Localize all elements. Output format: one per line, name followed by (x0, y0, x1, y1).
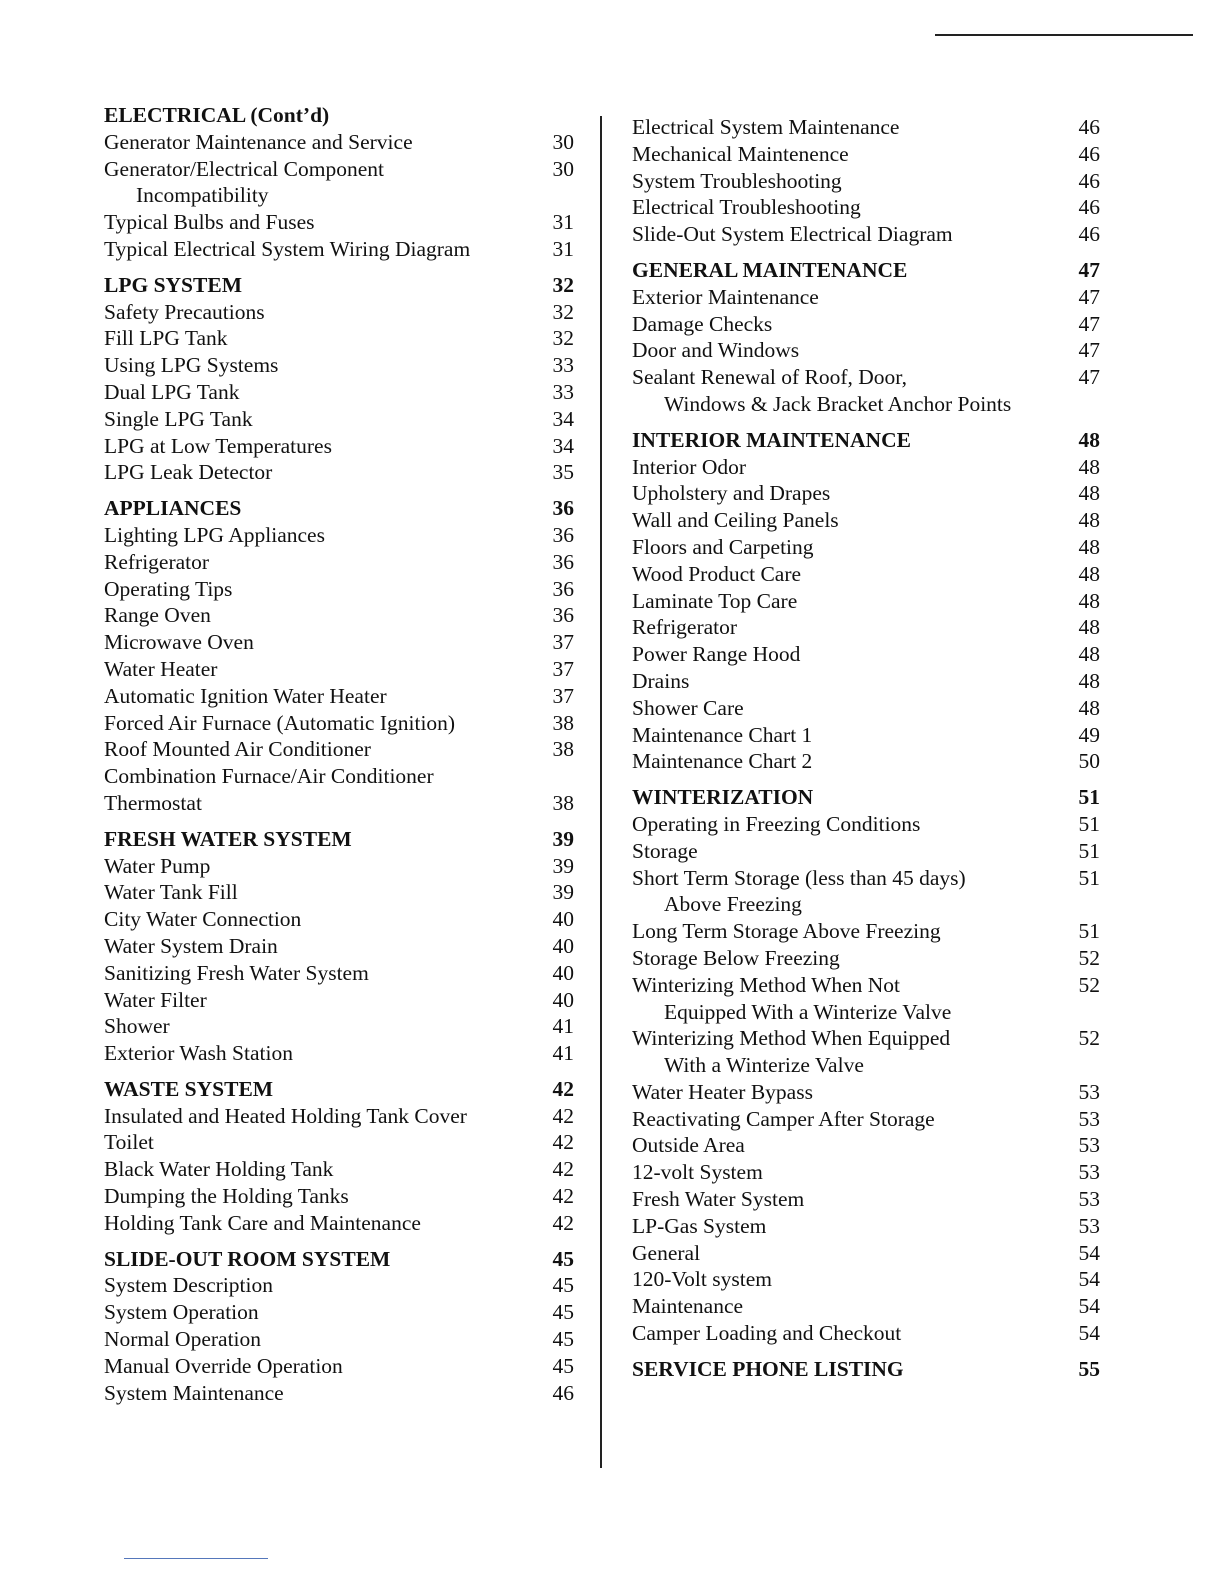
toc-entry (104, 522, 574, 549)
section-heading-title: SLIDE-OUT ROOM SYSTEM (104, 1246, 391, 1271)
section-heading-title: SERVICE PHONE LISTING (632, 1356, 904, 1381)
toc-entry-page: 42 (552, 1210, 574, 1235)
toc-entry (632, 221, 1100, 248)
top-rule (935, 34, 1193, 36)
toc-entry-page: 48 (1078, 668, 1100, 693)
toc-entry (104, 236, 574, 263)
toc-entry (632, 1240, 1100, 1267)
toc-entry-page: 53 (1078, 1079, 1100, 1104)
toc-entry-page: 32 (552, 326, 574, 351)
toc-entry-title: Maintenance Chart 2 (632, 749, 813, 774)
toc-entry (104, 790, 574, 817)
toc-entry (632, 588, 1100, 615)
toc-entry-page: 36 (552, 549, 574, 574)
toc-entry-title: Storage (632, 838, 698, 863)
toc-left-column (104, 102, 574, 1415)
toc-entry (104, 1103, 574, 1130)
toc-entry-page: 46 (1078, 115, 1100, 139)
toc-entry-title: Roof Mounted Air Conditioner (104, 737, 371, 762)
toc-entry-title: Operating in Freezing Conditions (632, 811, 921, 836)
toc-entry-page: 46 (1078, 195, 1100, 220)
toc-entry-page: 36 (552, 576, 574, 601)
toc-entry (104, 379, 574, 406)
toc-entry-page: 41 (552, 1014, 574, 1039)
section-heading-title: LPG SYSTEM (104, 272, 242, 297)
toc-entry-page: 53 (1078, 1160, 1100, 1185)
toc-entry (632, 454, 1100, 481)
toc-entry-title: Insulated and Heated Holding Tank Cover (104, 1103, 467, 1128)
toc-entry-title: Dual LPG Tank (104, 379, 240, 404)
section-heading-page: 51 (1078, 785, 1100, 810)
section-heading-title: FRESH WATER SYSTEM (104, 826, 352, 851)
toc-entry-page: 50 (1078, 749, 1100, 774)
toc-entry (632, 614, 1100, 641)
toc-section-service-phone-listing (632, 1356, 1100, 1383)
toc-entry (632, 194, 1100, 221)
toc-entry (632, 668, 1100, 695)
toc-entry-title: Typical Bulbs and Fuses (104, 210, 315, 235)
toc-entry-title: Outside Area (632, 1133, 745, 1158)
toc-entry-page: 48 (1078, 481, 1100, 506)
toc-entry-page: 54 (1078, 1267, 1100, 1292)
toc-right-column (632, 114, 1100, 1392)
toc-entry (104, 1326, 574, 1353)
toc-entry-page: 52 (1078, 972, 1100, 997)
toc-entry (104, 299, 574, 326)
toc-entry (104, 1013, 574, 1040)
section-heading-title: ELECTRICAL (Cont’d) (104, 103, 330, 127)
toc-entry (632, 1106, 1100, 1133)
toc-entry-title: Damage Checks (632, 311, 773, 336)
toc-entry-title: Winterizing Method When Equipped (632, 1026, 951, 1051)
toc-entry-title: Microwave Oven (104, 630, 254, 655)
toc-entry (104, 1129, 574, 1156)
toc-entry (632, 534, 1100, 561)
toc-entry-page: 47 (1078, 311, 1100, 336)
column-divider (600, 116, 602, 1468)
bottom-rule (124, 1558, 268, 1559)
toc-entry-page: 34 (552, 433, 574, 458)
toc-entry-title: Manual Override Operation (104, 1353, 343, 1378)
toc-entry-title: Lighting LPG Appliances (104, 522, 325, 547)
toc-entry-page: 40 (552, 987, 574, 1012)
toc-entry (104, 710, 574, 737)
toc-entry (104, 433, 574, 460)
section-heading-title: APPLIANCES (104, 496, 242, 521)
toc-entry-page: 45 (552, 1353, 574, 1378)
section-heading (632, 427, 1100, 454)
toc-entry-title: Shower (104, 1014, 170, 1039)
toc-entry-title: Water System Drain (104, 933, 278, 958)
toc-entry (104, 763, 574, 790)
toc-entry (104, 1183, 574, 1210)
toc-entry-title: Wall and Ceiling Panels (632, 508, 839, 533)
toc-section-waste-system (104, 1076, 574, 1237)
toc-entry-page: 34 (552, 406, 574, 431)
section-heading (104, 102, 574, 129)
toc-entry (104, 736, 574, 763)
toc-entry (632, 168, 1100, 195)
toc-entry-title: Wood Product Care (632, 561, 802, 586)
section-heading-page: 47 (1078, 257, 1100, 282)
toc-entry-page: 45 (552, 1300, 574, 1325)
toc-entry-page: 48 (1078, 508, 1100, 533)
toc-entry-title: Single LPG Tank (104, 406, 253, 431)
toc-entry-title: Winterizing Method When Not (632, 972, 901, 997)
toc-entry-title: System Operation (104, 1300, 259, 1325)
toc-entry (104, 1299, 574, 1326)
toc-entry (104, 602, 574, 629)
toc-entry-title: Toilet (104, 1130, 154, 1155)
section-heading-title: INTERIOR MAINTENANCE (632, 427, 911, 452)
toc-entry (632, 695, 1100, 722)
toc-entry (104, 656, 574, 683)
toc-entry (104, 683, 574, 710)
toc-entry-title: System Maintenance (104, 1380, 284, 1405)
toc-entry (104, 1040, 574, 1067)
toc-entry-page: 42 (552, 1130, 574, 1155)
toc-entry-page: 38 (552, 737, 574, 762)
toc-entry-page: 49 (1078, 722, 1100, 747)
toc-entry-title: Electrical Troubleshooting (632, 195, 861, 220)
toc-entry-title: Door and Windows (632, 338, 800, 363)
toc-entry-page: 31 (552, 236, 574, 261)
toc-entry-title: Water Pump (104, 853, 211, 878)
toc-entry (632, 972, 1100, 1026)
toc-entry-page: 42 (552, 1184, 574, 1209)
toc-entry (104, 1353, 574, 1380)
section-heading (632, 1356, 1100, 1383)
toc-section-slide-out-room-system (104, 1246, 574, 1407)
toc-entry-page: 54 (1078, 1321, 1100, 1346)
toc-entry-page: 52 (1078, 1026, 1100, 1051)
toc-entry-title: Refrigerator (632, 615, 738, 640)
toc-entry-page: 52 (1078, 945, 1100, 970)
toc-entry-title: Operating Tips (104, 576, 233, 601)
toc-entry-page: 54 (1078, 1240, 1100, 1265)
toc-entry-page: 51 (1078, 919, 1100, 944)
toc-entry-title: Dumping the Holding Tanks (104, 1184, 349, 1209)
toc-entry-page: 37 (552, 630, 574, 655)
toc-entry (632, 865, 1100, 919)
toc-entry (104, 576, 574, 603)
toc-entry-title: Laminate Top Care (632, 588, 798, 613)
section-heading (104, 826, 574, 853)
section-heading-page: 55 (1078, 1356, 1100, 1381)
toc-entry-page: 41 (552, 1041, 574, 1066)
toc-entry-page: 53 (1078, 1187, 1100, 1212)
toc-entry-title: Water Heater (104, 656, 218, 681)
toc-entry-page: 54 (1078, 1294, 1100, 1319)
toc-entry-page: 36 (552, 522, 574, 547)
toc-entry (104, 549, 574, 576)
toc-entry (632, 641, 1100, 668)
toc-entry (104, 406, 574, 433)
toc-entry-title: Water Heater Bypass (632, 1079, 813, 1104)
toc-entry-title: Water Tank Fill (104, 880, 238, 905)
toc-entry-title: Slide-Out System Electrical Diagram (632, 222, 953, 247)
toc-entry (632, 480, 1100, 507)
toc-entry (104, 459, 574, 486)
toc-entry-title-continued: Windows & Jack Bracket Anchor Points (664, 391, 1012, 416)
toc-entry (632, 114, 1100, 141)
toc-entry-title: LPG at Low Temperatures (104, 433, 332, 458)
toc-entry-page: 51 (1078, 865, 1100, 890)
toc-entry (104, 1156, 574, 1183)
toc-entry-page: 48 (1078, 695, 1100, 720)
toc-entry-page: 46 (552, 1380, 574, 1405)
toc-entry-title: Range Oven (104, 603, 211, 628)
section-heading-page: 36 (552, 496, 574, 521)
toc-entry-title: Safety Precautions (104, 299, 265, 324)
toc-entry (104, 1380, 574, 1407)
toc-entry (104, 1210, 574, 1237)
toc-entry (632, 1079, 1100, 1106)
toc-entry-page: 38 (552, 710, 574, 735)
toc-entry-title-continued: Incompatibility (136, 183, 269, 208)
toc-entry-title: Floors and Carpeting (632, 534, 814, 559)
toc-entry-page: 46 (1078, 222, 1100, 247)
toc-section-lpg-system (104, 272, 574, 486)
toc-entry (104, 325, 574, 352)
toc-entry (632, 945, 1100, 972)
toc-entry (104, 960, 574, 987)
toc-entry (632, 1186, 1100, 1213)
toc-entry-title: System Troubleshooting (632, 168, 842, 193)
toc-entry-title: LP-Gas System (632, 1213, 767, 1238)
toc-section-appliances (104, 495, 574, 817)
toc-entry (632, 507, 1100, 534)
toc-entry-page: 31 (552, 210, 574, 235)
toc-entry (104, 1272, 574, 1299)
toc-entry-page: 46 (1078, 168, 1100, 193)
toc-entry-page: 53 (1078, 1106, 1100, 1131)
section-heading-page: 39 (552, 826, 574, 851)
toc-entry (104, 987, 574, 1014)
toc-entry (104, 629, 574, 656)
toc-entry-title-continued: Above Freezing (664, 892, 802, 917)
toc-entry-page: 40 (552, 907, 574, 932)
section-heading (104, 272, 574, 299)
toc-entry-page: 48 (1078, 642, 1100, 667)
toc-section-general-maintenance (632, 257, 1100, 418)
toc-entry-page: 40 (552, 933, 574, 958)
toc-entry-title: Maintenance Chart 1 (632, 722, 813, 747)
toc-entry-title: Mechanical Maintenence (632, 141, 849, 166)
toc-entry-title: Holding Tank Care and Maintenance (104, 1210, 421, 1235)
toc-entry (104, 129, 574, 156)
toc-entry-page: 45 (552, 1273, 574, 1298)
toc-entry (632, 811, 1100, 838)
toc-section-electrical-cont-d (104, 102, 574, 263)
toc-entry-page: 48 (1078, 588, 1100, 613)
toc-entry-page: 47 (1078, 338, 1100, 363)
toc-entry-title: Upholstery and Drapes (632, 481, 831, 506)
toc-entry (632, 1213, 1100, 1240)
toc-entry-title: LPG Leak Detector (104, 460, 273, 485)
toc-entry-title: Combination Furnace/Air Conditioner (104, 764, 434, 789)
toc-entry-page: 33 (552, 379, 574, 404)
toc-entry-title: Electrical System Maintenance (632, 115, 900, 139)
toc-entry-title: Sanitizing Fresh Water System (104, 960, 369, 985)
toc-entry-title: Water Filter (104, 987, 207, 1012)
section-heading-page: 48 (1078, 427, 1100, 452)
toc-entry-page: 48 (1078, 615, 1100, 640)
toc-entry-title: Fill LPG Tank (104, 326, 228, 351)
toc-entry (632, 284, 1100, 311)
toc-entry-page: 51 (1078, 811, 1100, 836)
toc-entry-page: 35 (552, 460, 574, 485)
toc-entry-title: Interior Odor (632, 454, 747, 479)
toc-entry-title: Drains (632, 668, 690, 693)
toc-entry (632, 838, 1100, 865)
toc-entry (632, 364, 1100, 418)
section-heading-title: GENERAL MAINTENANCE (632, 257, 908, 282)
toc-entry (632, 141, 1100, 168)
toc-entry-page: 32 (552, 299, 574, 324)
toc-entry (632, 1025, 1100, 1079)
toc-section-continued (632, 114, 1100, 248)
toc-entry (632, 561, 1100, 588)
toc-entry-title: Automatic Ignition Water Heater (104, 683, 387, 708)
toc-entry-page: 39 (552, 853, 574, 878)
toc-entry-page: 46 (1078, 141, 1100, 166)
toc-entry-title: Exterior Maintenance (632, 284, 819, 309)
toc-entry-page: 51 (1078, 838, 1100, 863)
toc-entry (632, 918, 1100, 945)
section-heading-title: WASTE SYSTEM (104, 1076, 274, 1101)
toc-entry-title: Reactivating Camper After Storage (632, 1106, 935, 1131)
toc-entry-title: Thermostat (104, 790, 202, 815)
toc-entry-title: City Water Connection (104, 907, 302, 932)
toc-entry-title: Normal Operation (104, 1327, 262, 1352)
toc-entry (104, 853, 574, 880)
toc-entry-page: 53 (1078, 1133, 1100, 1158)
toc-entry-title: Power Range Hood (632, 642, 801, 667)
toc-entry-page: 39 (552, 880, 574, 905)
toc-entry (104, 933, 574, 960)
toc-entry-title: Typical Electrical System Wiring Diagram (104, 236, 471, 261)
toc-entry-page: 53 (1078, 1213, 1100, 1238)
toc-entry-page: 33 (552, 353, 574, 378)
toc-entry (632, 722, 1100, 749)
toc-entry-title-continued: Equipped With a Winterize Valve (664, 999, 952, 1024)
toc-entry-title: Maintenance (632, 1294, 744, 1319)
toc-entry-page: 42 (552, 1157, 574, 1182)
toc-entry (632, 311, 1100, 338)
toc-section-winterization (632, 784, 1100, 1347)
toc-entry-title: Long Term Storage Above Freezing (632, 919, 941, 944)
section-heading (104, 495, 574, 522)
toc-entry-title: Generator/Electrical Component (104, 156, 384, 181)
toc-entry-title: 120-Volt system (632, 1267, 772, 1292)
toc-entry-page: 30 (552, 156, 574, 181)
toc-entry-title: Fresh Water System (632, 1187, 805, 1212)
toc-entry (632, 337, 1100, 364)
toc-entry (104, 906, 574, 933)
toc-entry-title: Storage Below Freezing (632, 945, 840, 970)
toc-entry (104, 352, 574, 379)
toc-entry-page: 47 (1078, 365, 1100, 390)
section-heading (632, 257, 1100, 284)
section-heading-title: WINTERIZATION (632, 785, 814, 810)
section-heading (104, 1076, 574, 1103)
toc-entry-page: 48 (1078, 454, 1100, 479)
toc-entry-page: 42 (552, 1103, 574, 1128)
toc-entry (632, 1132, 1100, 1159)
toc-entry (632, 1266, 1100, 1293)
toc-entry (104, 209, 574, 236)
toc-entry-page: 48 (1078, 561, 1100, 586)
toc-entry-page: 45 (552, 1327, 574, 1352)
toc-entry-title: Black Water Holding Tank (104, 1157, 334, 1182)
toc-entry-title: Generator Maintenance and Service (104, 129, 413, 154)
toc-entry-page: 48 (1078, 534, 1100, 559)
toc-entry-page: 47 (1078, 284, 1100, 309)
section-heading-page: 45 (552, 1246, 574, 1271)
toc-entry-title: Exterior Wash Station (104, 1041, 293, 1066)
toc-entry-title: 12-volt System (632, 1160, 763, 1185)
toc-entry (104, 879, 574, 906)
toc-entry-title: Short Term Storage (less than 45 days) (632, 865, 966, 890)
toc-entry-page: 40 (552, 960, 574, 985)
toc-entry-title: Camper Loading and Checkout (632, 1321, 902, 1346)
toc-entry-title: Refrigerator (104, 549, 210, 574)
toc-entry (632, 1159, 1100, 1186)
toc-entry-title: Using LPG Systems (104, 353, 279, 378)
toc-entry-title-continued: With a Winterize Valve (664, 1053, 864, 1078)
section-heading (632, 784, 1100, 811)
toc-entry-title: Shower Care (632, 695, 744, 720)
section-heading-page: 42 (552, 1076, 574, 1101)
section-heading (104, 1246, 574, 1273)
toc-entry-page: 37 (552, 656, 574, 681)
toc-entry-page: 30 (552, 129, 574, 154)
toc-entry-title: System Description (104, 1273, 273, 1298)
toc-entry (632, 1293, 1100, 1320)
toc-entry (632, 748, 1100, 775)
toc-entry-title: General (632, 1240, 701, 1265)
toc-entry-page: 37 (552, 683, 574, 708)
toc-entry-title: Sealant Renewal of Roof, Door, (632, 365, 907, 390)
toc-entry (104, 156, 574, 210)
toc-section-fresh-water-system (104, 826, 574, 1067)
toc-entry-page: 38 (552, 790, 574, 815)
toc-section-interior-maintenance (632, 427, 1100, 775)
section-heading-page: 32 (552, 272, 574, 297)
toc-entry-page: 36 (552, 603, 574, 628)
toc-entry-title: Forced Air Furnace (Automatic Ignition) (104, 710, 456, 735)
toc-entry (632, 1320, 1100, 1347)
